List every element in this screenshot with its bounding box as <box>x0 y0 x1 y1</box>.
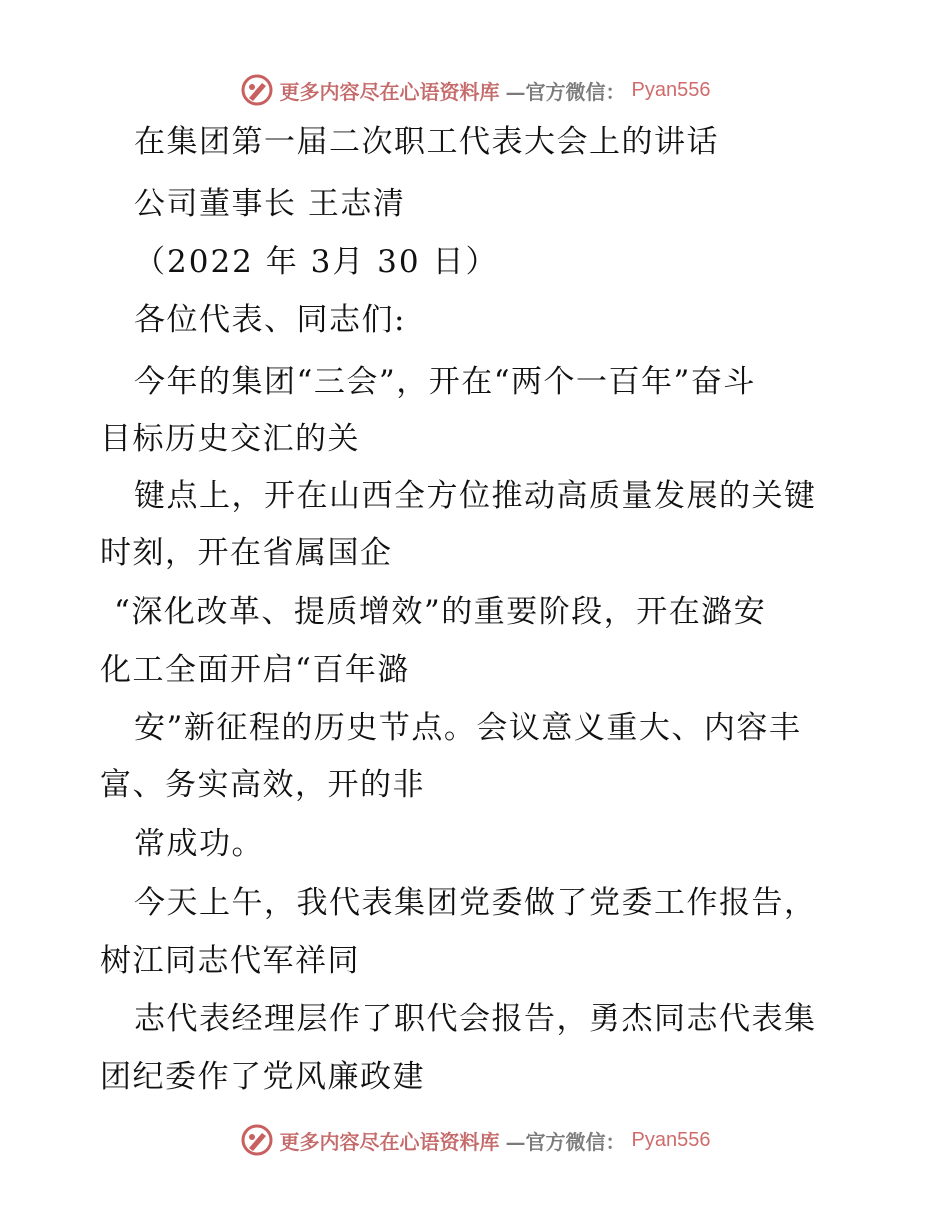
banner-dash: —官方微信： <box>505 79 626 104</box>
paragraph-line: 今年的集团“三会”，开在“两个一百年”奋斗 <box>134 364 756 400</box>
pen-logo-icon <box>240 1123 274 1157</box>
banner-text: 更多内容尽在心语资料库 <box>279 1129 500 1154</box>
watermark-banner-bottom <box>0 1122 950 1158</box>
salutation: 各位代表、同志们: <box>134 302 406 338</box>
paragraph-line: 化工全面开启“百年潞 <box>100 652 410 688</box>
banner-wechat-id: Pyan556 <box>631 78 711 101</box>
paragraph-line: 目标历史交汇的关 <box>100 421 360 457</box>
watermark-banner-top <box>0 72 950 108</box>
banner-wechat-id: Pyan556 <box>631 1128 711 1151</box>
paragraph-line: 键点上，开在山西全方位推动高质量发展的关键 <box>134 478 817 514</box>
date-line: （2022 年 3月 30 日） <box>134 244 499 280</box>
paragraph-line: 志代表经理层作了职代会报告，勇杰同志代表集 <box>134 1001 817 1037</box>
paragraph-line: 时刻，开在省属国企 <box>100 535 393 571</box>
paragraph-line: “深化改革、提质增效”的重要阶段，开在潞安 <box>114 594 767 630</box>
paragraph-line: 树江同志代军祥同 <box>100 943 360 979</box>
banner-dash: —官方微信： <box>505 1129 626 1154</box>
doc-title: 在集团第一届二次职工代表大会上的讲话 <box>134 124 719 160</box>
banner-text: 更多内容尽在心语资料库 <box>279 79 500 104</box>
paragraph-line: 常成功。 <box>134 826 264 862</box>
paragraph-line: 今天上午，我代表集团党委做了党委工作报告， <box>134 885 817 921</box>
paragraph-line: 安”新征程的历史节点。会议意义重大、内容丰 <box>134 710 802 746</box>
speaker-line: 公司董事长 王志清 <box>134 186 406 222</box>
pen-logo-icon <box>240 73 274 107</box>
paragraph-line: 团纪委作了党风廉政建 <box>100 1059 425 1095</box>
paragraph-line: 富、务实高效，开的非 <box>100 767 425 803</box>
